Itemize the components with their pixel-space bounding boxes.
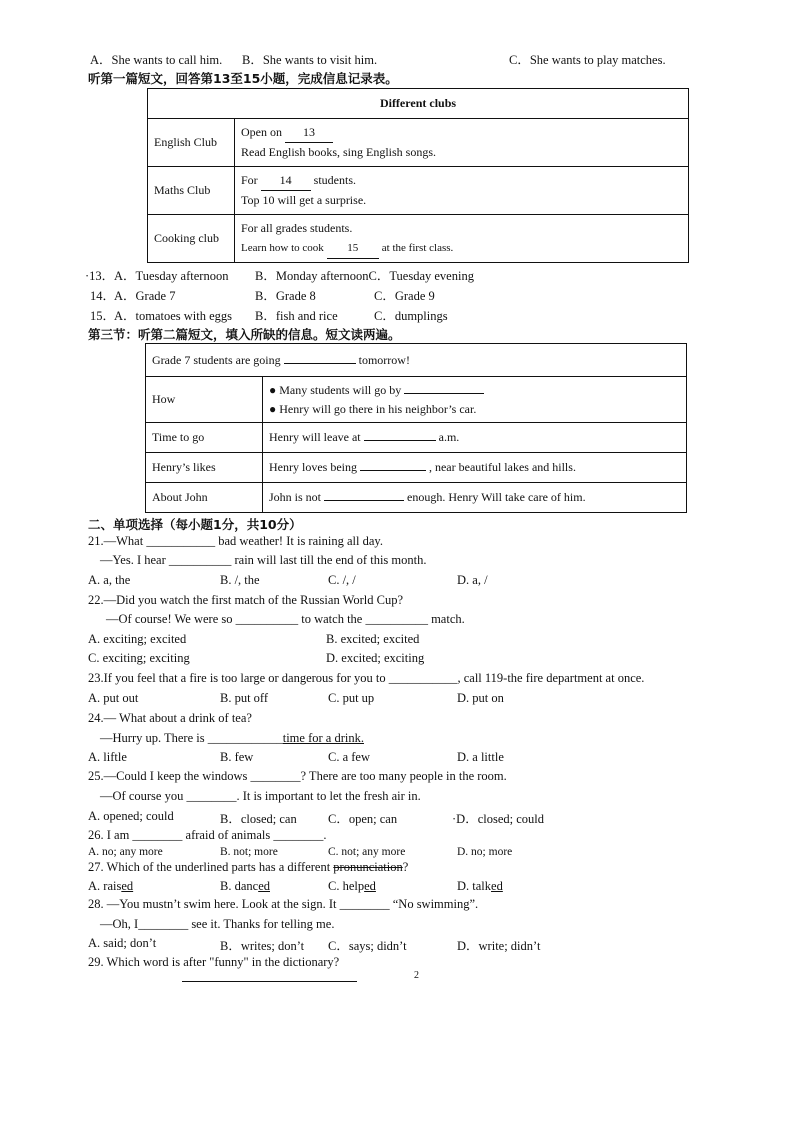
john-blank xyxy=(324,500,404,501)
q21-option-b: B. /, the xyxy=(220,573,260,587)
q25-line1: 25.—Could I keep the windows ________? There are too many people in the room. xyxy=(88,769,507,783)
q21-line1: 21.—What ___________ bad weather! It is raining all day. xyxy=(88,534,383,548)
trip-info-likes: Henry loves being , near beautiful lakes and hills. xyxy=(263,453,687,483)
q26-option-a: A. no; any more xyxy=(88,846,163,858)
q12-option-a: A．She wants to call him. xyxy=(90,53,223,67)
q22-line1: 22.—Did you watch the first match of the Russian World Cup? xyxy=(88,593,404,607)
q12-option-c: C．She wants to play matches. xyxy=(509,53,666,67)
trip-label-how: How xyxy=(146,377,263,423)
q14-option-b: B．Grade 8 xyxy=(255,289,316,303)
clubs-table-title: Different clubs xyxy=(148,89,689,119)
q28-option-a: A. said; don’t xyxy=(88,936,157,950)
clubs-table xyxy=(147,88,689,263)
q24-option-d: D. a little xyxy=(457,750,504,764)
q21-option-a: A. a, the xyxy=(88,573,131,587)
time-blank xyxy=(364,440,436,441)
q26-line1: 26. I am ________ afraid of animals ________. xyxy=(88,828,327,842)
section-first-passage-heading: 听第一篇短文，回答第13至15小题，完成信息记录表。 xyxy=(88,71,398,86)
q22-option-a: A. exciting; excited xyxy=(88,632,187,646)
q15-option-b: B．fish and rice xyxy=(255,309,338,323)
q22-option-c: C. exciting; exciting xyxy=(88,651,190,665)
q23-option-d: D. put on xyxy=(457,691,504,705)
club-name-english: English Club xyxy=(148,119,235,167)
q23-option-c: C. put up xyxy=(328,691,375,705)
q26-option-d: D. no; more xyxy=(457,846,513,858)
q14-option-a: A．Grade 7 xyxy=(114,289,176,303)
q13-option-a: A．Tuesday afternoon xyxy=(114,269,229,283)
q28-option-b: B．writes; don’t xyxy=(220,939,305,953)
q24-option-a: A. liftle xyxy=(88,750,127,764)
q27-option-a: A. raised xyxy=(88,879,134,893)
q24-option-c: C. a few xyxy=(328,750,370,764)
q28-option-c: C．says; didn’t xyxy=(328,939,407,953)
q27-option-b: B. danced xyxy=(220,879,270,893)
club-info-cooking: For all grades students. Learn how to cook 15 at the first class. xyxy=(235,215,689,263)
trip-label-likes: Henry’s likes xyxy=(146,453,263,483)
q29-answer-line xyxy=(182,981,357,982)
q22-option-d: D. excited; exciting xyxy=(326,651,425,665)
section-two-heading: 二、单项选择（每小题1分，共10分） xyxy=(88,517,302,532)
q28-line1: 28. —You mustn’t swim here. Look at the sign. It ________ “No swimming”. xyxy=(88,897,479,911)
q22-line2: —Of course! We were so __________ to watch the __________ match. xyxy=(106,612,465,626)
q15-option-c: C．dumplings xyxy=(374,309,448,323)
q21-option-c: C. /, / xyxy=(328,573,356,587)
q15-number: 15． xyxy=(90,309,116,323)
q26-option-b: B. not; more xyxy=(220,846,278,858)
q14-option-c: C．Grade 9 xyxy=(374,289,435,303)
q21-line2: —Yes. I hear __________ rain will last till the end of this month. xyxy=(100,553,427,567)
trip-info-john: John is not enough. Henry Will take care of him. xyxy=(263,483,687,513)
trip-info-time: Henry will leave at a.m. xyxy=(263,423,687,453)
q22-option-b: B. excited; excited xyxy=(326,632,420,646)
blank-14: 14 xyxy=(261,171,311,191)
q25-line2: —Of course you ________. It is important to let the fresh air in. xyxy=(100,789,421,803)
blank-13: 13 xyxy=(285,123,333,143)
q23-option-a: A. put out xyxy=(88,691,139,705)
q29-line1: 29. Which word is after "funny" in the dictionary? xyxy=(88,955,340,969)
q25-option-d: ·D．closed; could xyxy=(452,812,544,826)
q23-option-b: B. put off xyxy=(220,691,269,705)
trip-info-how: ● Many students will go by ● Henry will go there in his neighbor’s car. xyxy=(263,377,687,423)
q15-option-a: A．tomatoes with eggs xyxy=(114,309,233,323)
q27-option-c: C. helped xyxy=(328,879,376,893)
likes-blank xyxy=(360,470,426,471)
q24-line1: 24.— What about a drink of tea? xyxy=(88,711,252,725)
q23-line1: 23.If you feel that a fire is too large or dangerous for you to ___________, call 119-the fire department at once. xyxy=(88,671,645,685)
club-name-cooking: Cooking club xyxy=(148,215,235,263)
q25-option-a: A. opened; could xyxy=(88,809,174,823)
club-info-english: Open on 13 Read English books, sing English songs. xyxy=(235,119,689,167)
q26-option-c: C. not; any more xyxy=(328,846,406,858)
trip-destination-blank xyxy=(284,363,356,364)
transport-blank xyxy=(404,393,484,394)
q13-number: ·13． xyxy=(85,269,115,283)
q28-line2: —Oh, I________ see it. Thanks for telling me. xyxy=(100,917,335,931)
q24-line2: —Hurry up. There is ____________time for a drink. xyxy=(100,731,364,745)
q21-option-d: D. a, / xyxy=(457,573,488,587)
q13-option-bc: B．Monday afternoonC．Tuesday evening xyxy=(255,269,474,283)
q27-line1: 27. Which of the underlined parts has a different pronunciation? xyxy=(88,860,409,874)
q14-number: 14． xyxy=(90,289,116,303)
q28-option-d: D．write; didn’t xyxy=(457,939,541,953)
trip-label-john: About John xyxy=(146,483,263,513)
club-info-maths: For 14 students. Top 10 will get a surprise. xyxy=(235,167,689,215)
section-three-heading: 第三节：听第二篇短文，填入所缺的信息。短文读两遍。 xyxy=(88,327,401,342)
club-name-maths: Maths Club xyxy=(148,167,235,215)
trip-label-time: Time to go xyxy=(146,423,263,453)
q12-option-b: B．She wants to visit him. xyxy=(242,53,378,67)
q24-option-b: B. few xyxy=(220,750,254,764)
q25-option-b: B．closed; can xyxy=(220,812,297,826)
q25-option-c: C．open; can xyxy=(328,812,398,826)
page-number: 2 xyxy=(414,970,419,981)
q27-option-d: D. talked xyxy=(457,879,503,893)
trip-table xyxy=(145,343,687,513)
blank-15: 15 xyxy=(327,239,379,259)
trip-table-header: Grade 7 students are going tomorrow! xyxy=(146,344,687,377)
